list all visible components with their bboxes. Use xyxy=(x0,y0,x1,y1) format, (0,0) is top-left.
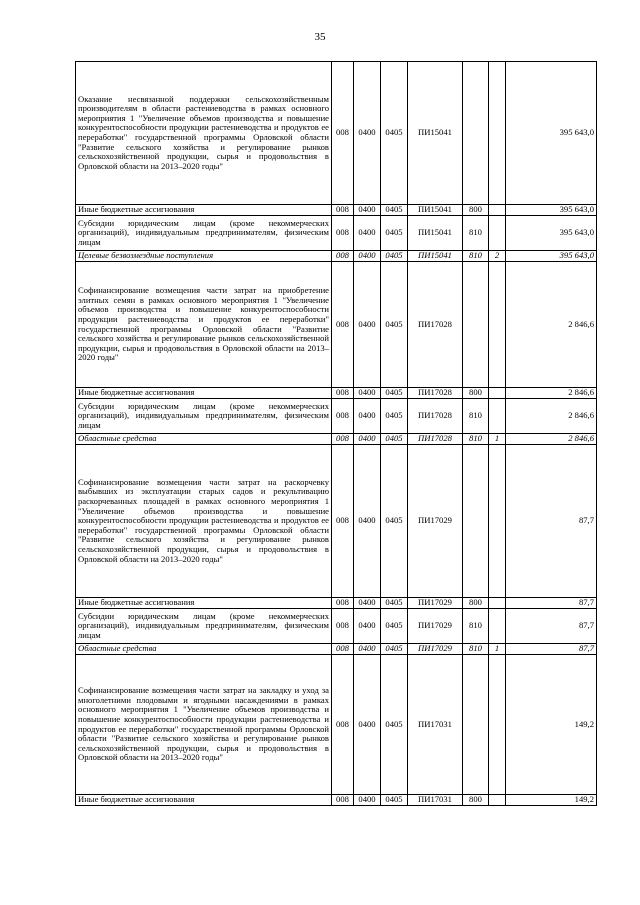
extra-code-cell xyxy=(489,205,506,216)
table-row xyxy=(76,434,597,445)
row-description: Софинансирование возмещения части затрат на приобретение элитных семян в рамках основного мероприятия 1 "Увеличение объемов производства и повышение конкурентоспособности продукции растениеводства и продуктов ее переработки" государственной программы Орловской области "Развитие сельского хозяйства и регулирование рынков сельскохозяйственной продукции, сырья и продовольствия в Орловской области на 2013–2020 годы" xyxy=(76,262,332,388)
subsection-cell: 0405 xyxy=(381,644,408,655)
subsection-cell: 0405 xyxy=(381,598,408,609)
table-row xyxy=(76,262,597,388)
expense-type-cell: 800 xyxy=(463,388,489,399)
row-description: Иные бюджетные ассигнования xyxy=(76,205,332,216)
target-article-cell: ПИ17028 xyxy=(408,434,463,445)
grbs-cell: 008 xyxy=(332,399,354,434)
extra-code-cell xyxy=(489,609,506,644)
target-article-cell: ПИ15041 xyxy=(408,62,463,205)
row-description: Оказание несвязанной поддержки сельскохозяйственным производителям в области растениеводства в рамках основного мероприятия 1 "Увеличение объемов производства и повышение конкурентоспособности продукции растениеводства и продуктов ее переработки" государственной программы Орловской области "Развитие сельского хозяйства и регулирование рынков сельскохозяйственной продукции, сырья и продовольствия в Орловской области на 2013–2020 годы" xyxy=(76,62,332,205)
table-row xyxy=(76,62,597,205)
table-row xyxy=(76,205,597,216)
subsection-cell: 0405 xyxy=(381,216,408,251)
grbs-cell: 008 xyxy=(332,609,354,644)
subsection-cell: 0405 xyxy=(381,795,408,806)
expense-type-cell xyxy=(463,262,489,388)
extra-code-cell: 1 xyxy=(489,434,506,445)
extra-code-cell xyxy=(489,388,506,399)
subsection-cell: 0405 xyxy=(381,388,408,399)
target-article-cell: ПИ15041 xyxy=(408,216,463,251)
extra-code-cell xyxy=(489,655,506,795)
grbs-cell: 008 xyxy=(332,62,354,205)
row-description: Субсидии юридическим лицам (кроме некоммерческих организаций), индивидуальным предпринимателям, физическим лицам xyxy=(76,609,332,644)
extra-code-cell xyxy=(489,598,506,609)
amount-cell: 395 643,0 xyxy=(506,216,597,251)
target-article-cell: ПИ17028 xyxy=(408,399,463,434)
extra-code-cell xyxy=(489,216,506,251)
section-cell: 0400 xyxy=(354,205,381,216)
section-cell: 0400 xyxy=(354,399,381,434)
row-description: Областные средства xyxy=(76,644,332,655)
subsection-cell: 0405 xyxy=(381,262,408,388)
extra-code-cell xyxy=(489,445,506,598)
extra-code-cell: 1 xyxy=(489,644,506,655)
subsection-cell: 0405 xyxy=(381,205,408,216)
grbs-cell: 008 xyxy=(332,205,354,216)
target-article-cell: ПИ17029 xyxy=(408,644,463,655)
section-cell: 0400 xyxy=(354,434,381,445)
grbs-cell: 008 xyxy=(332,251,354,262)
row-description: Иные бюджетные ассигнования xyxy=(76,598,332,609)
row-description: Софинансирование возмещения части затрат на закладку и уход за многолетними плодовыми и ягодными насаждениями в рамках основного мероприятия 1 "Увеличение объемов производства и повышение конкурентоспособности продукции растениеводства и продуктов ее переработки" государственной программы Орловской области "Развитие сельского хозяйства и регулирование рынков сельскохозяйственной продукции, сырья и продовольствия в Орловской области на 2013–2020 годы" xyxy=(76,655,332,795)
row-description: Софинансирование возмещения части затрат на раскорчевку выбывших из эксплуатации старых садов и рекультивацию раскорчеванных площадей в рамках основного мероприятия 1 "Увеличение объемов производства и повышение конкурентоспособности продукции растениеводства и продуктов ее переработки" государственной программы Орловской области "Развитие сельского хозяйства и регулирование рынков сельскохозяйственной продукции, сырья и продовольствия в Орловской области на 2013–2020 годы" xyxy=(76,445,332,598)
grbs-cell: 008 xyxy=(332,795,354,806)
table-row xyxy=(76,598,597,609)
subsection-cell: 0405 xyxy=(381,655,408,795)
grbs-cell: 008 xyxy=(332,598,354,609)
amount-cell: 2 846,6 xyxy=(506,399,597,434)
section-cell: 0400 xyxy=(354,262,381,388)
subsection-cell: 0405 xyxy=(381,434,408,445)
expense-type-cell: 800 xyxy=(463,598,489,609)
grbs-cell: 008 xyxy=(332,445,354,598)
expense-type-cell xyxy=(463,445,489,598)
target-article-cell: ПИ15041 xyxy=(408,205,463,216)
table-row xyxy=(76,445,597,598)
budget-table xyxy=(75,61,597,806)
grbs-cell: 008 xyxy=(332,655,354,795)
row-description: Иные бюджетные ассигнования xyxy=(76,388,332,399)
target-article-cell: ПИ17031 xyxy=(408,795,463,806)
amount-cell: 149,2 xyxy=(506,795,597,806)
target-article-cell: ПИ17028 xyxy=(408,262,463,388)
amount-cell: 395 643,0 xyxy=(506,205,597,216)
row-description: Субсидии юридическим лицам (кроме некоммерческих организаций), индивидуальным предпринимателям, физическим лицам xyxy=(76,399,332,434)
table-row xyxy=(76,216,597,251)
grbs-cell: 008 xyxy=(332,262,354,388)
extra-code-cell xyxy=(489,399,506,434)
extra-code-cell xyxy=(489,795,506,806)
expense-type-cell xyxy=(463,62,489,205)
target-article-cell: ПИ17029 xyxy=(408,445,463,598)
subsection-cell: 0405 xyxy=(381,609,408,644)
row-description: Областные средства xyxy=(76,434,332,445)
amount-cell: 2 846,6 xyxy=(506,262,597,388)
subsection-cell: 0405 xyxy=(381,445,408,598)
grbs-cell: 008 xyxy=(332,388,354,399)
expense-type-cell: 800 xyxy=(463,205,489,216)
target-article-cell: ПИ17029 xyxy=(408,609,463,644)
section-cell: 0400 xyxy=(354,655,381,795)
target-article-cell: ПИ17028 xyxy=(408,388,463,399)
grbs-cell: 008 xyxy=(332,216,354,251)
row-description: Субсидии юридическим лицам (кроме некоммерческих организаций), индивидуальным предпринимателям, физическим лицам xyxy=(76,216,332,251)
subsection-cell: 0405 xyxy=(381,62,408,205)
target-article-cell: ПИ17029 xyxy=(408,598,463,609)
section-cell: 0400 xyxy=(354,609,381,644)
row-description: Целевые безвозмездные поступления xyxy=(76,251,332,262)
subsection-cell: 0405 xyxy=(381,399,408,434)
section-cell: 0400 xyxy=(354,388,381,399)
extra-code-cell: 2 xyxy=(489,251,506,262)
section-cell: 0400 xyxy=(354,644,381,655)
table-row xyxy=(76,251,597,262)
table-row xyxy=(76,795,597,806)
target-article-cell: ПИ15041 xyxy=(408,251,463,262)
section-cell: 0400 xyxy=(354,251,381,262)
amount-cell: 87,7 xyxy=(506,445,597,598)
amount-cell: 87,7 xyxy=(506,598,597,609)
expense-type-cell: 810 xyxy=(463,399,489,434)
expense-type-cell xyxy=(463,655,489,795)
expense-type-cell: 810 xyxy=(463,251,489,262)
table-row xyxy=(76,399,597,434)
expense-type-cell: 810 xyxy=(463,216,489,251)
expense-type-cell: 810 xyxy=(463,609,489,644)
amount-cell: 395 643,0 xyxy=(506,62,597,205)
expense-type-cell: 800 xyxy=(463,795,489,806)
page-number: 35 xyxy=(314,31,326,43)
section-cell: 0400 xyxy=(354,445,381,598)
table-row xyxy=(76,609,597,644)
target-article-cell: ПИ17031 xyxy=(408,655,463,795)
row-description: Иные бюджетные ассигнования xyxy=(76,795,332,806)
section-cell: 0400 xyxy=(354,598,381,609)
section-cell: 0400 xyxy=(354,62,381,205)
section-cell: 0400 xyxy=(354,216,381,251)
extra-code-cell xyxy=(489,62,506,205)
grbs-cell: 008 xyxy=(332,644,354,655)
grbs-cell: 008 xyxy=(332,434,354,445)
table-row xyxy=(76,655,597,795)
amount-cell: 2 846,6 xyxy=(506,388,597,399)
extra-code-cell xyxy=(489,262,506,388)
table-row xyxy=(76,388,597,399)
amount-cell: 149,2 xyxy=(506,655,597,795)
expense-type-cell: 810 xyxy=(463,434,489,445)
section-cell: 0400 xyxy=(354,795,381,806)
amount-cell: 87,7 xyxy=(506,644,597,655)
amount-cell: 2 846,6 xyxy=(506,434,597,445)
amount-cell: 87,7 xyxy=(506,609,597,644)
subsection-cell: 0405 xyxy=(381,251,408,262)
amount-cell: 395 643,0 xyxy=(506,251,597,262)
table-row xyxy=(76,644,597,655)
expense-type-cell: 810 xyxy=(463,644,489,655)
